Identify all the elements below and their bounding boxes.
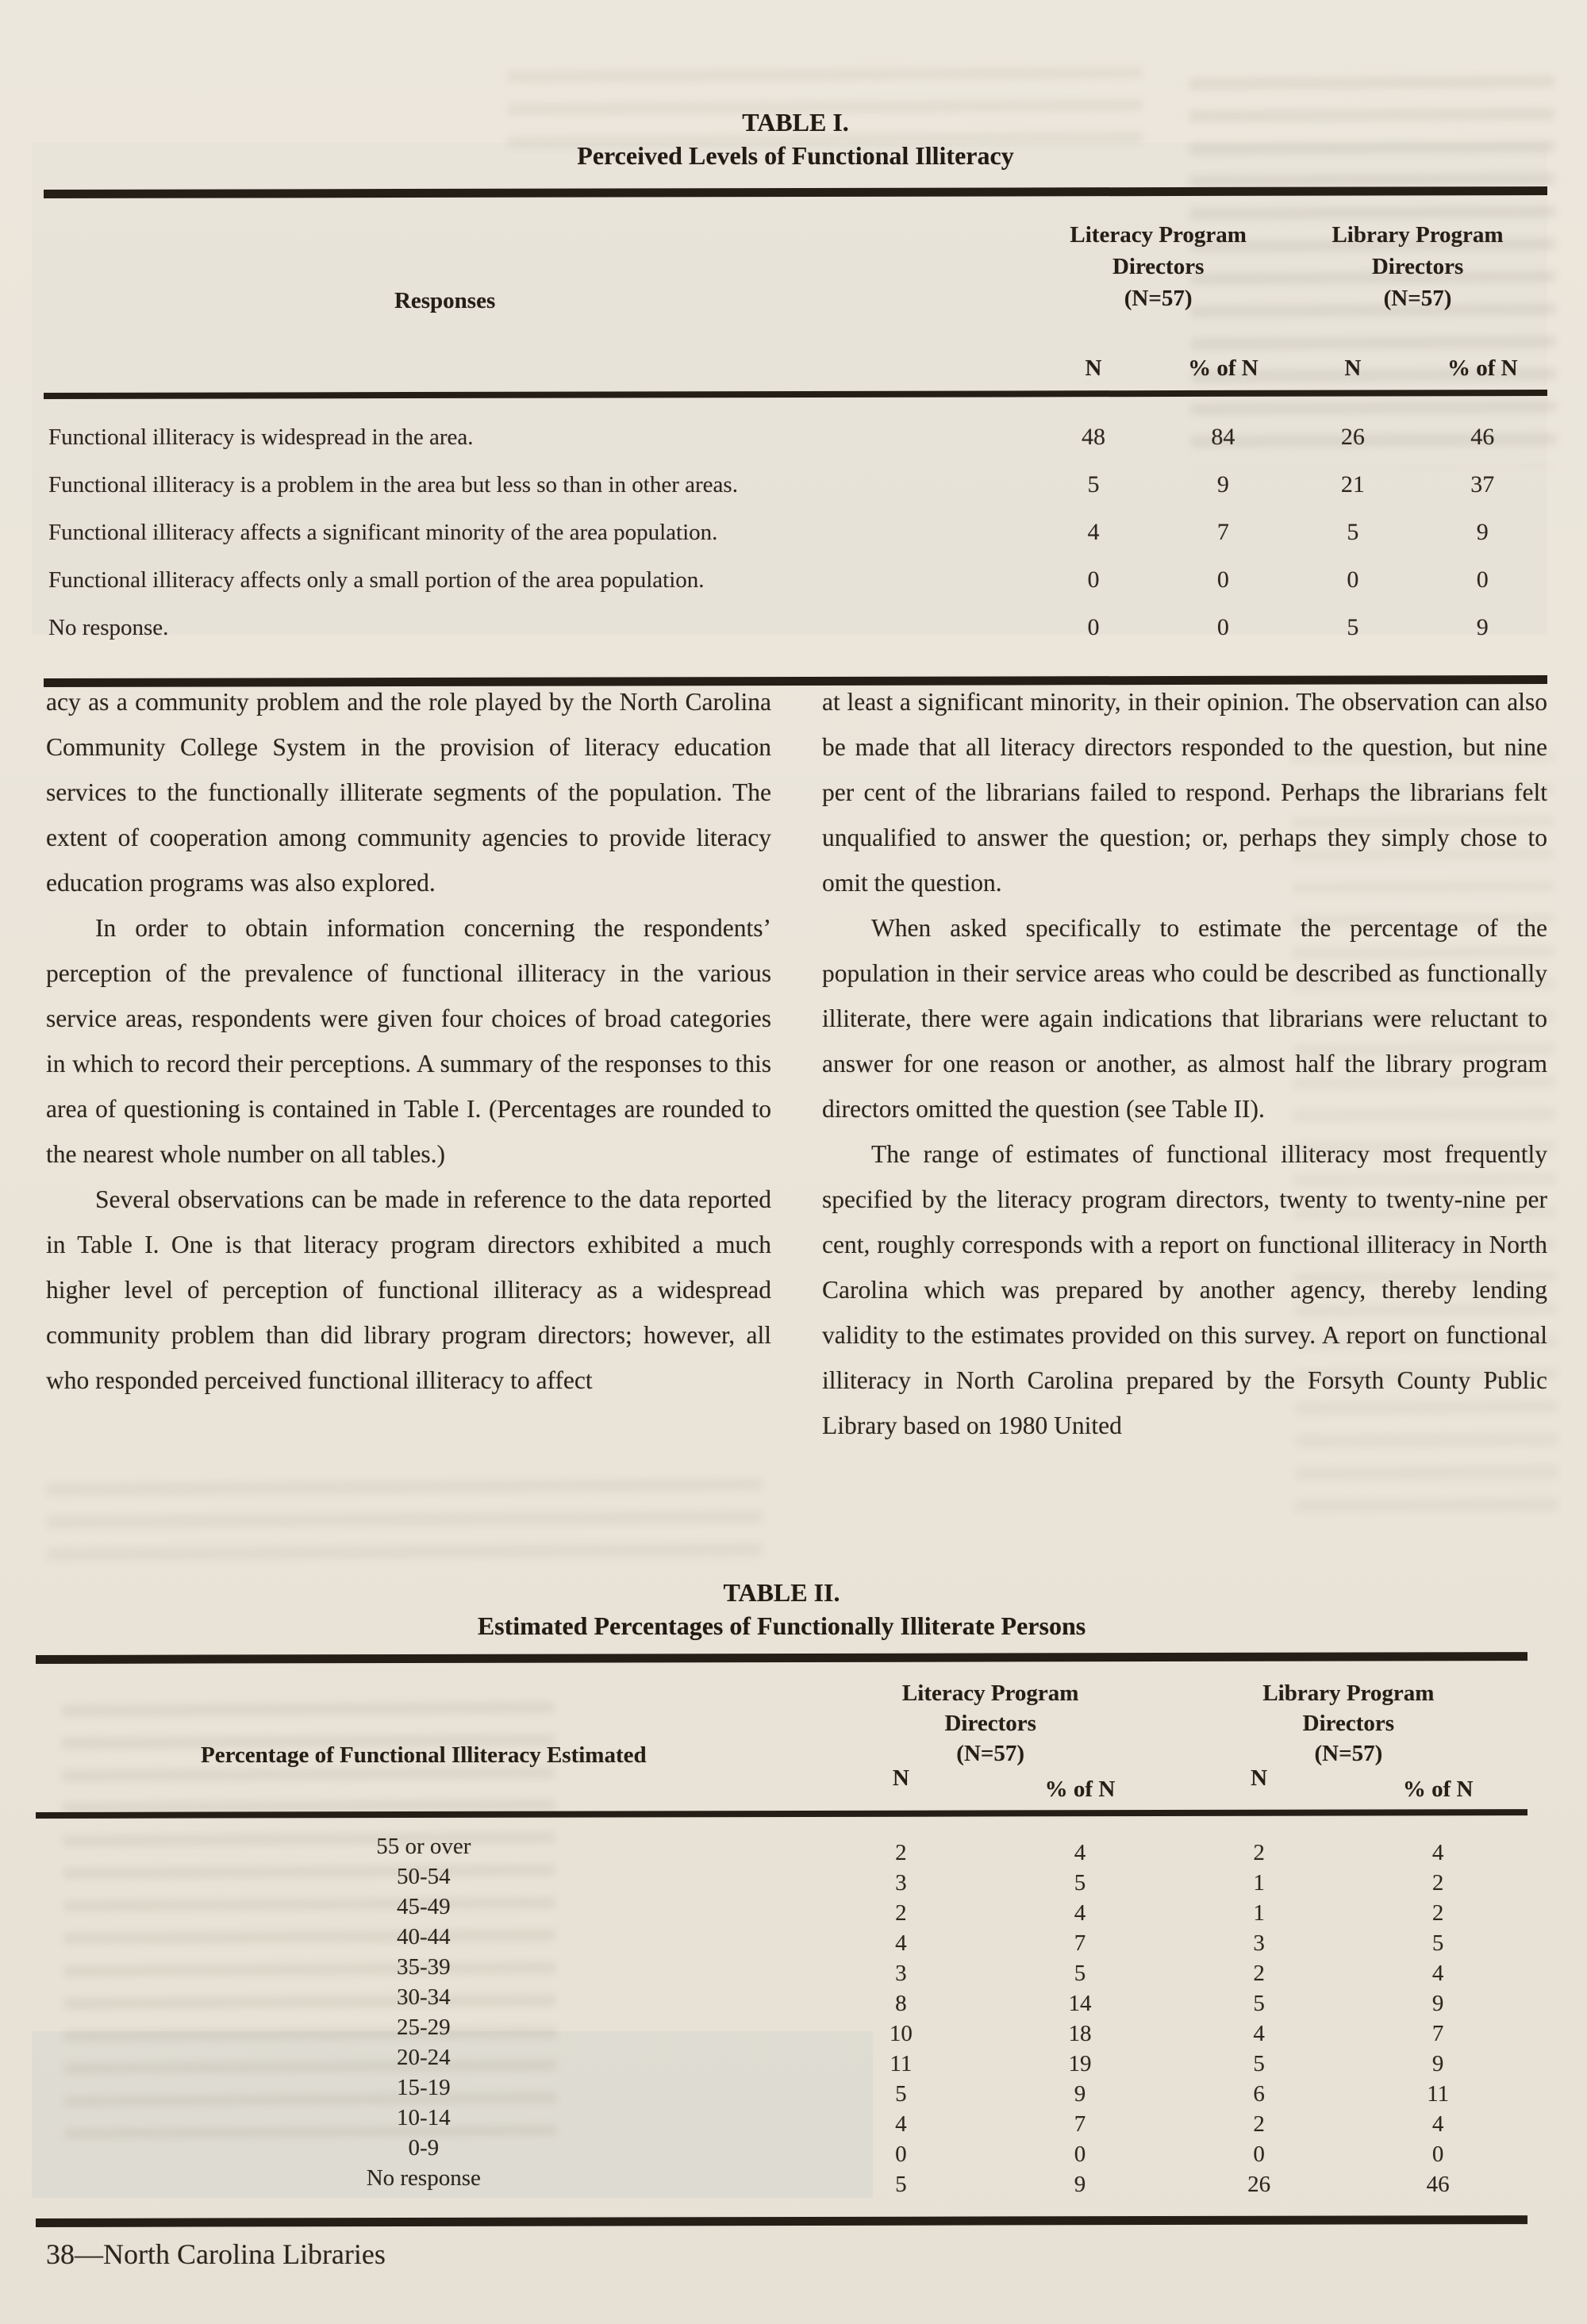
col-header-pct: % of N (1447, 355, 1518, 381)
group-label: Directors (944, 1711, 1036, 1736)
table-rule (44, 390, 1547, 399)
cell-value: 46 (1470, 424, 1495, 450)
cell-value: 5 (1347, 614, 1359, 640)
cell-value: 10 (889, 2021, 913, 2046)
row-label: No response. (48, 615, 169, 640)
table2-subtitle: Estimated Percentages of Functionally Illiterate Persons (477, 1611, 1086, 1640)
cell-value: 21 (1340, 471, 1365, 497)
cell-value: 0 (895, 2142, 907, 2167)
table-rule (44, 186, 1547, 198)
cell-value: 4 (1087, 519, 1100, 545)
table-2 (36, 1576, 1527, 2227)
group-n-count: (N=57) (1314, 1741, 1383, 1766)
row-label: 50-54 (396, 1864, 451, 1889)
cell-value: 0 (1087, 567, 1100, 593)
cell-value: 5 (1253, 1991, 1265, 2016)
row-label: 25-29 (396, 2015, 451, 2040)
table-rule (36, 2215, 1527, 2227)
row-label: Functional illiteracy is widespread in the area. (48, 424, 474, 450)
row-label: Functional illiteracy is a problem in the area but less so than in other areas. (48, 472, 738, 497)
table-row (44, 423, 1547, 451)
left-column (46, 679, 771, 1448)
row-label: 30-34 (396, 1984, 451, 2010)
row-label: 55 or over (376, 1834, 471, 1859)
table1-body (44, 399, 1547, 678)
paragraph: In order to obtain information concerning the respondents’ perception of the prevalence of functional illiteracy in the various service areas, respondents were given four choices of broad categories in which to record their perceptions. A summary of the responses to this area of questioning is contained in Table I. (Percentages are rounded to the nearest whole number on all tables.) (46, 914, 771, 1168)
cell-value: 48 (1081, 424, 1105, 450)
cell-value: 26 (1247, 2172, 1271, 2197)
cell-value: 84 (1211, 424, 1235, 450)
cell-value: 7 (1074, 1930, 1086, 1956)
cell-value: 5 (1087, 471, 1100, 497)
row-label: Functional illiteracy affects a significant minority of the area population. (48, 520, 718, 545)
paragraph: The range of estimates of functional illiteracy most frequently specified by the literacy program directors, twenty to twenty-nine per cent, roughly corresponds with a report on functional illiteracy in North Carolina which was prepared by another agency, thereby lending validity to the estimates provided on this survey. A report on functional illiteracy in North Carolina prepared by the Forsyth County Public Library based on 1980 United (822, 1140, 1547, 1439)
cell-value: 0 (1216, 614, 1229, 640)
col-header-n: N (1344, 355, 1362, 381)
cell-value: 0 (1476, 567, 1489, 593)
cell-value: 5 (895, 2172, 907, 2197)
page-footer: 38—North Carolina Libraries (46, 2238, 386, 2270)
col-header-pct: % of N (1402, 1777, 1474, 1802)
group-n-count: (N=57) (956, 1741, 1025, 1766)
cell-value: 9 (1431, 1991, 1444, 2016)
cell-value: 4 (1074, 1900, 1086, 1926)
cell-value: 2 (1253, 1840, 1265, 1865)
cell-value: 7 (1431, 2021, 1444, 2046)
table-1 (44, 106, 1547, 687)
table-rule (36, 1809, 1527, 1819)
cell-value: 9 (1074, 2172, 1086, 2197)
cell-value: 7 (1216, 519, 1229, 545)
cell-value: 2 (1253, 1961, 1265, 1986)
cell-value: 2 (1431, 1900, 1444, 1926)
table1-header (44, 198, 1547, 314)
table1-responses-header: Responses (394, 288, 496, 313)
cell-value: 9 (1074, 2081, 1086, 2107)
cell-value: 0 (1253, 2142, 1265, 2167)
row-label: 45-49 (396, 1894, 451, 1919)
cell-value: 5 (1431, 1930, 1444, 1956)
cell-value: 37 (1470, 471, 1495, 497)
table-rule (36, 1652, 1527, 1664)
cell-value: 0 (1216, 567, 1229, 593)
group-label: Literacy Program (1070, 222, 1247, 248)
table2-header (36, 1664, 1527, 1769)
cell-value: 2 (895, 1840, 907, 1865)
table1-library-group-header (1288, 219, 1547, 314)
row-label: 20-24 (396, 2045, 451, 2070)
row-label: 10-14 (396, 2105, 451, 2130)
cell-value: 6 (1253, 2081, 1265, 2107)
cell-value: 4 (1253, 2021, 1265, 2046)
right-column (822, 679, 1547, 1448)
cell-value: 9 (1476, 614, 1489, 640)
table-row (44, 518, 1547, 547)
cell-value: 1 (1253, 1870, 1265, 1896)
cell-value: 11 (890, 2051, 913, 2076)
cell-value: 4 (1431, 1961, 1444, 1986)
row-label: 35-39 (396, 1954, 451, 1980)
col-header-n: N (892, 1765, 909, 1791)
cell-value: 7 (1074, 2111, 1086, 2137)
table2-row-header: Percentage of Functional Illiteracy Estimated (200, 1742, 647, 1768)
article-body (46, 679, 1547, 1448)
cell-value: 4 (895, 2111, 907, 2137)
cell-value: 3 (895, 1870, 907, 1896)
group-label: Directors (1302, 1711, 1395, 1736)
row-label: Functional illiteracy affects only a small portion of the area population. (48, 567, 705, 593)
paragraph: acy as a community problem and the role played by the North Carolina Community College System in the provision of literacy education services to the functionally illiterate segments of the population. The extent of cooperation among community agencies to provide literacy education programs was also explored. (46, 688, 771, 897)
group-label: Directors (1112, 254, 1205, 279)
group-label: Literacy Program (901, 1681, 1079, 1706)
table1-title: TABLE I. (742, 108, 849, 136)
cell-value: 0 (1347, 567, 1359, 593)
row-label: 40-44 (396, 1924, 451, 1949)
cell-value: 26 (1340, 424, 1365, 450)
table2-subheader-row (36, 1765, 1527, 1802)
group-label: Library Program (1262, 1681, 1435, 1706)
cell-value: 46 (1426, 2172, 1450, 2197)
cell-value: 9 (1476, 519, 1489, 545)
cell-value: 3 (895, 1961, 907, 1986)
col-header-pct: % of N (1044, 1777, 1116, 1802)
cell-value: 14 (1068, 1991, 1092, 2016)
col-header-n: N (1085, 355, 1102, 381)
cell-value: 18 (1068, 2021, 1092, 2046)
cell-value: 5 (1074, 1961, 1086, 1986)
cell-value: 0 (1087, 614, 1100, 640)
cell-value: 1 (1253, 1900, 1265, 1926)
cell-value: 5 (1253, 2051, 1265, 2076)
col-header-pct: % of N (1188, 355, 1258, 381)
table1-literacy-group-header (1028, 219, 1288, 314)
table2-library-group-header (1170, 1678, 1527, 1769)
table2-title: TABLE II. (723, 1578, 840, 1607)
cell-value: 4 (1074, 1840, 1086, 1865)
paragraph: Several observations can be made in reference to the data reported in Table I. One is that literacy program directors exhibited a much higher level of perception of functional illiteracy as a widespread community problem than did library program directors; however, all who responded perceived functional illiteracy to affect (46, 1185, 771, 1394)
cell-value: 4 (895, 1930, 907, 1956)
cell-value: 2 (1253, 2111, 1265, 2137)
table-row (44, 566, 1547, 594)
table-row (44, 613, 1547, 642)
table2-body (36, 1819, 1527, 2206)
table2-literacy-group-header (812, 1678, 1170, 1769)
cell-value: 5 (1347, 519, 1359, 545)
table-row (36, 1831, 1527, 1865)
cell-value: 2 (1431, 1870, 1444, 1896)
cell-value: 4 (1431, 1840, 1444, 1865)
table1-subheader-row (44, 355, 1547, 382)
row-label: No response (366, 2165, 481, 2191)
group-label: Library Program (1331, 222, 1504, 248)
cell-value: 9 (1431, 2051, 1444, 2076)
cell-value: 0 (1074, 2142, 1086, 2167)
cell-value: 5 (895, 2081, 907, 2107)
bleed-through-texture (48, 1458, 763, 1573)
group-label: Directors (1371, 254, 1464, 279)
row-label: 15-19 (396, 2075, 451, 2100)
paragraph: When asked specifically to estimate the percentage of the population in their service areas who could be described as functionally illiterate, there were again indications that librarians were reluctant to answer for one reason or another, as almost half the library program directors omitted the question (see Table II). (822, 914, 1547, 1123)
cell-value: 19 (1068, 2051, 1092, 2076)
col-header-n: N (1251, 1765, 1268, 1791)
row-label: 0-9 (408, 2135, 440, 2161)
cell-value: 9 (1216, 471, 1229, 497)
group-n-count: (N=57) (1124, 286, 1193, 311)
cell-value: 3 (1253, 1930, 1265, 1956)
cell-value: 2 (895, 1900, 907, 1926)
table1-subtitle: Perceived Levels of Functional Illiteracy (577, 141, 1014, 170)
cell-value: 0 (1431, 2142, 1444, 2167)
paragraph: at least a significant minority, in their opinion. The observation can also be made that all literacy directors responded to the question, but nine per cent of the librarians failed to respond. Perhaps the librarians felt unqualified to answer the question; or, perhaps they simply chose to omit the question. (822, 688, 1547, 897)
cell-value: 11 (1427, 2081, 1450, 2107)
cell-value: 8 (895, 1991, 907, 2016)
table-row (44, 471, 1547, 499)
cell-value: 5 (1074, 1870, 1086, 1896)
cell-value: 4 (1431, 2111, 1444, 2137)
group-n-count: (N=57) (1383, 286, 1452, 311)
